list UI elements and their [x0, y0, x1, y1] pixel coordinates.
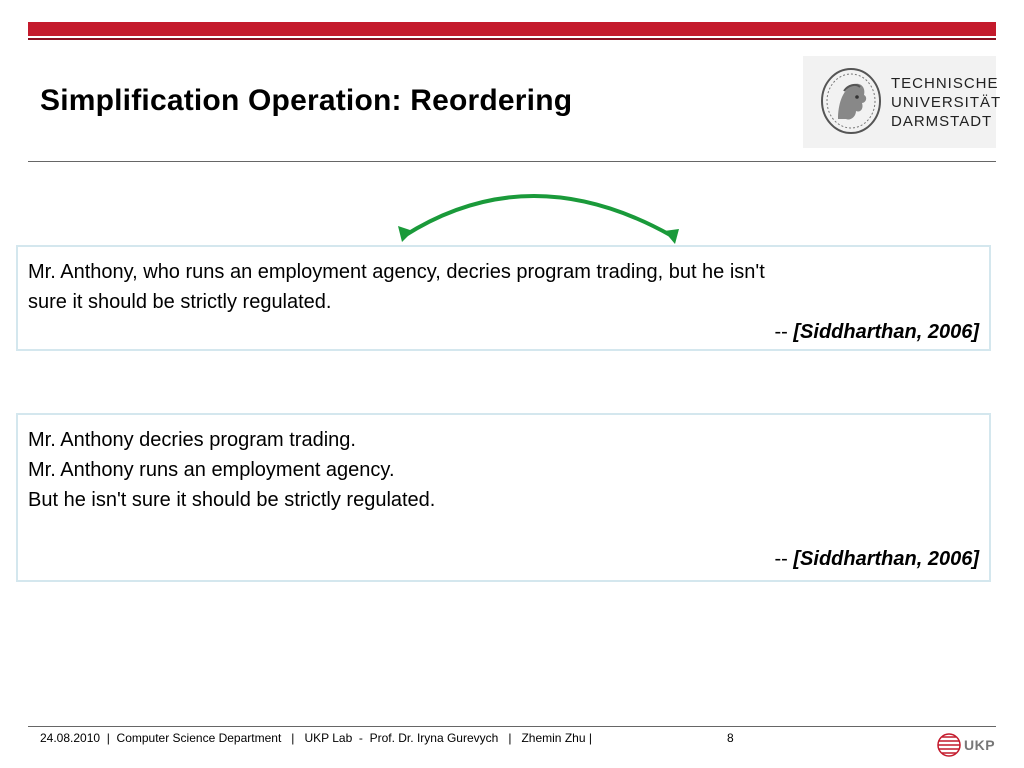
original-sentence-line-1: Mr. Anthony, who runs an employment agency, decries program trading, but he isn't	[28, 261, 765, 283]
university-logo	[803, 56, 1002, 148]
reorder-arrow-icon	[380, 178, 700, 254]
citation-reference: [Siddharthan, 2006]	[793, 321, 979, 343]
original-sentence-box	[16, 245, 991, 351]
top-accent-line	[28, 38, 996, 40]
top-accent-bar	[28, 22, 996, 36]
ukp-label: UKP	[964, 737, 996, 753]
title-divider	[28, 161, 996, 162]
footer-separator: |	[291, 731, 295, 745]
footer-separator: |	[508, 731, 512, 745]
footer-author: Zhemin Zhu	[521, 731, 586, 745]
footer-professor: Prof. Dr. Iryna Gurevych	[369, 731, 499, 745]
simplified-sentence-3: But he isn't sure it should be strictly regulated.	[28, 489, 436, 511]
footer-date: 24.08.2010	[40, 731, 101, 745]
footer	[40, 731, 592, 745]
ukp-logo	[936, 730, 1000, 760]
simplified-sentence-2: Mr. Anthony runs an employment agency.	[28, 459, 395, 481]
logo-line-1: TECHNISCHE	[891, 75, 999, 92]
slide-title: Simplification Operation: Reordering	[40, 84, 573, 117]
simplified-sentence-1: Mr. Anthony decries program trading.	[28, 429, 356, 451]
ukp-globe-icon	[936, 730, 962, 760]
university-name	[891, 74, 1001, 131]
citation	[775, 544, 980, 574]
citation-reference: [Siddharthan, 2006]	[793, 548, 979, 570]
footer-dash: -	[358, 731, 363, 745]
footer-separator: |	[106, 731, 110, 745]
footer-divider	[28, 726, 996, 727]
citation-prefix: --	[774, 321, 794, 343]
athena-seal-icon	[820, 67, 882, 135]
logo-line-2: UNIVERSITÄT	[891, 94, 1002, 111]
footer-separator: |	[588, 731, 592, 745]
footer-lab: UKP Lab	[304, 731, 353, 745]
original-sentence-line-2: sure it should be strictly regulated.	[28, 291, 332, 313]
page-number: 8	[727, 731, 734, 745]
simplified-sentences-box	[16, 413, 991, 582]
citation	[775, 317, 980, 347]
footer-department: Computer Science Department	[116, 731, 282, 745]
citation-prefix: --	[774, 548, 794, 570]
logo-line-3: DARMSTADT	[891, 113, 993, 130]
